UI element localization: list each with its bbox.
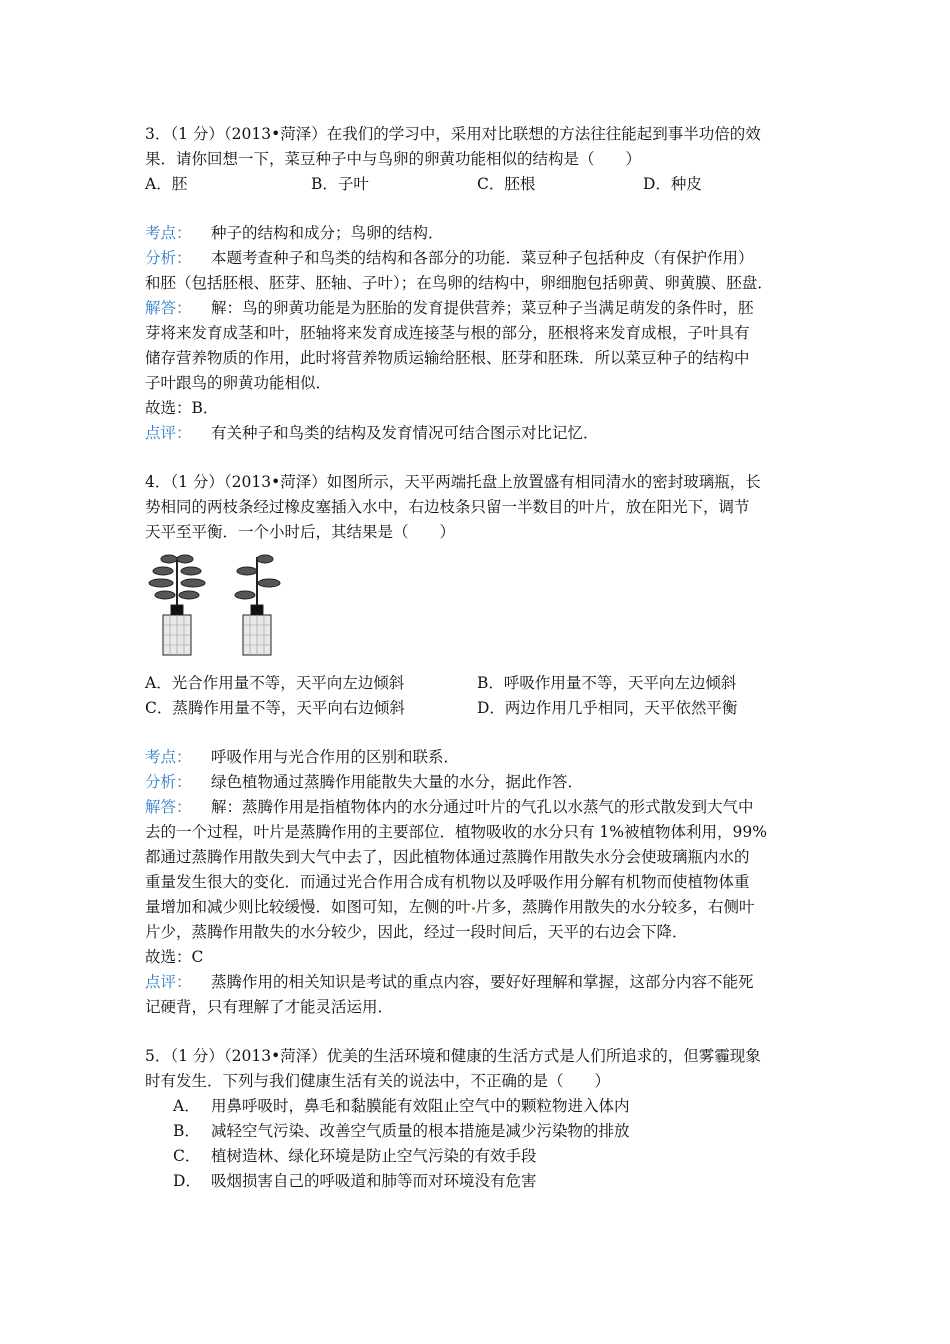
q4-option-b: B．呼吸作用量不等，天平向左边倾斜 (477, 674, 737, 692)
q4-stem-line1: 4．（1 分）（2013•菏泽）如图所示，天平两端托盘上放置盛有相同清水的密封玻璃瓶，长 (145, 473, 761, 491)
q3-kaodian: 考点： 种子的结构和成分；鸟卵的结构． (145, 221, 813, 246)
balance-figure (145, 549, 285, 659)
q4-stem-line3: 天平至平衡．一个小时后，其结果是（ ） (145, 523, 456, 541)
kaodian-label: 考点： (145, 224, 192, 242)
q4-fenxi: 分析： 绿色植物通过蒸腾作用能散失大量的水分，据此作答． (145, 770, 813, 795)
dianping-label: 点评： (145, 424, 192, 442)
dianping-label: 点评： (145, 973, 192, 991)
q4-jieda-line6: 片少，蒸腾作用散失的水分较少，因此，经过一段时间后，天平的右边会下降． (145, 923, 688, 941)
q4-dianping: 点评： 蒸腾作用的相关知识是考试的重点内容，要好好理解和掌握，这部分内容不能死 (145, 970, 813, 995)
right-bottle (243, 605, 271, 655)
q3-jieda: 解答： 解：鸟的卵黄功能是为胚胎的发育提供营养；菜豆种子当满足萌发的条件时，胚 (145, 296, 813, 321)
kaodian-label: 考点： (145, 748, 192, 766)
q3-option-c: C．胚根 (477, 175, 536, 193)
fenxi-label: 分析： (145, 773, 192, 791)
document-page (145, 122, 813, 1194)
q3-answer: 故选：B． (145, 399, 219, 417)
q4-jieda-line3: 都通过蒸腾作用散失到大气中去了，因此植物体通过蒸腾作用散失水分会使玻璃瓶内水的 (145, 848, 750, 866)
left-plant (149, 555, 205, 611)
q4-stem-line2: 势相同的两枝条经过橡皮塞插入水中，右边枝条只留一半数目的叶片，放在阳光下，调节 (145, 498, 750, 516)
q4-options-row1 (145, 671, 813, 696)
q4-jieda-line5: 量增加和减少则比较缓慢．如图可知，左侧的叶 片多，蒸腾作用散失的水分较多，右侧叶 (145, 898, 755, 916)
q4-option-c: C．蒸腾作用量不等，天平向右边倾斜 (145, 699, 405, 717)
q5-option-d: D． 吸烟损害自己的呼吸道和肺等而对环境没有危害 (173, 1172, 537, 1190)
q4-options-row2 (145, 696, 813, 721)
q3-jieda-line2: 芽将来发育成茎和叶，胚轴将来发育成连接茎与根的部分，胚根将来发育成根，子叶具有 (145, 324, 750, 342)
q4-option-a: A．光合作用量不等，天平向左边倾斜 (145, 674, 405, 692)
q5-stem-line1: 5．（1 分）（2013•菏泽）优美的生活环境和健康的生活方式是人们所追求的，但雾霾现象 (145, 1047, 761, 1065)
q4-jieda: 解答： 解：蒸腾作用是指植物体内的水分通过叶片的气孔以水蒸气的形式散发到大气中 (145, 795, 813, 820)
q3-jieda-line4: 子叶跟鸟的卵黄功能相似． (145, 374, 332, 392)
jieda-label: 解答： (145, 299, 192, 317)
q4-jieda-line2: 去的一个过程，叶片是蒸腾作用的主要部位．植物吸收的水分只有 1%被植物体利用，99% (145, 823, 767, 841)
q4-dianping-line2: 记硬背，只有理解了才能灵活运用． (145, 998, 394, 1016)
q3-option-b: B．子叶 (311, 175, 369, 193)
q5-option-b: B． 减轻空气污染、改善空气质量的根本措施是减少污染物的排放 (173, 1122, 630, 1140)
q3-option-d: D．种皮 (643, 175, 702, 193)
q3-fenxi-line2: 和胚（包括胚根、胚芽、胚轴、子叶）；在鸟卵的结构中，卵细胞包括卵黄、卵黄膜、胚盘． (145, 274, 773, 292)
green-dot-mark (472, 907, 475, 910)
q3-dianping: 点评： 有关种子和鸟类的结构及发育情况可结合图示对比记忆． (145, 421, 813, 446)
jieda-label: 解答： (145, 798, 192, 816)
q5-option-a: A． 用鼻呼吸时，鼻毛和黏膜能有效阻止空气中的颗粒物进入体内 (173, 1097, 630, 1115)
q4-answer: 故选：C (145, 948, 204, 966)
q4-kaodian: 考点： 呼吸作用与光合作用的区别和联系． (145, 745, 813, 770)
q3-stem-line2: 果．请你回想一下，菜豆种子中与鸟卵的卵黄功能相似的结构是（ ） (145, 150, 642, 168)
q3-fenxi: 分析： 本题考查种子和鸟类的结构和各部分的功能．菜豆种子包括种皮（有保护作用） (145, 246, 813, 271)
q5-stem-line2: 时有发生．下列与我们健康生活有关的说法中，不正确的是（ ） (145, 1072, 611, 1090)
right-plant (235, 555, 280, 611)
q3-option-a: A．胚 (145, 175, 188, 193)
q4-option-d: D．两边作用几乎相同，天平依然平衡 (477, 699, 738, 717)
q3-stem-line1: 3．（1 分）（2013•菏泽）在我们的学习中，采用对比联想的方法往往能起到事半功倍的效 (145, 125, 761, 143)
q3-options (145, 172, 813, 197)
q3-jieda-line3: 储存营养物质的作用，此时将营养物质运输给胚根、胚芽和胚珠．所以菜豆种子的结构中 (145, 349, 750, 367)
q5-option-c: C． 植树造林、绿化环境是防止空气污染的有效手段 (173, 1147, 537, 1165)
q4-jieda-line4: 重量发生很大的变化．而通过光合作用合成有机物以及呼吸作用分解有机物而使植物体重 (145, 873, 750, 891)
fenxi-label: 分析： (145, 249, 192, 267)
left-bottle (163, 605, 191, 655)
